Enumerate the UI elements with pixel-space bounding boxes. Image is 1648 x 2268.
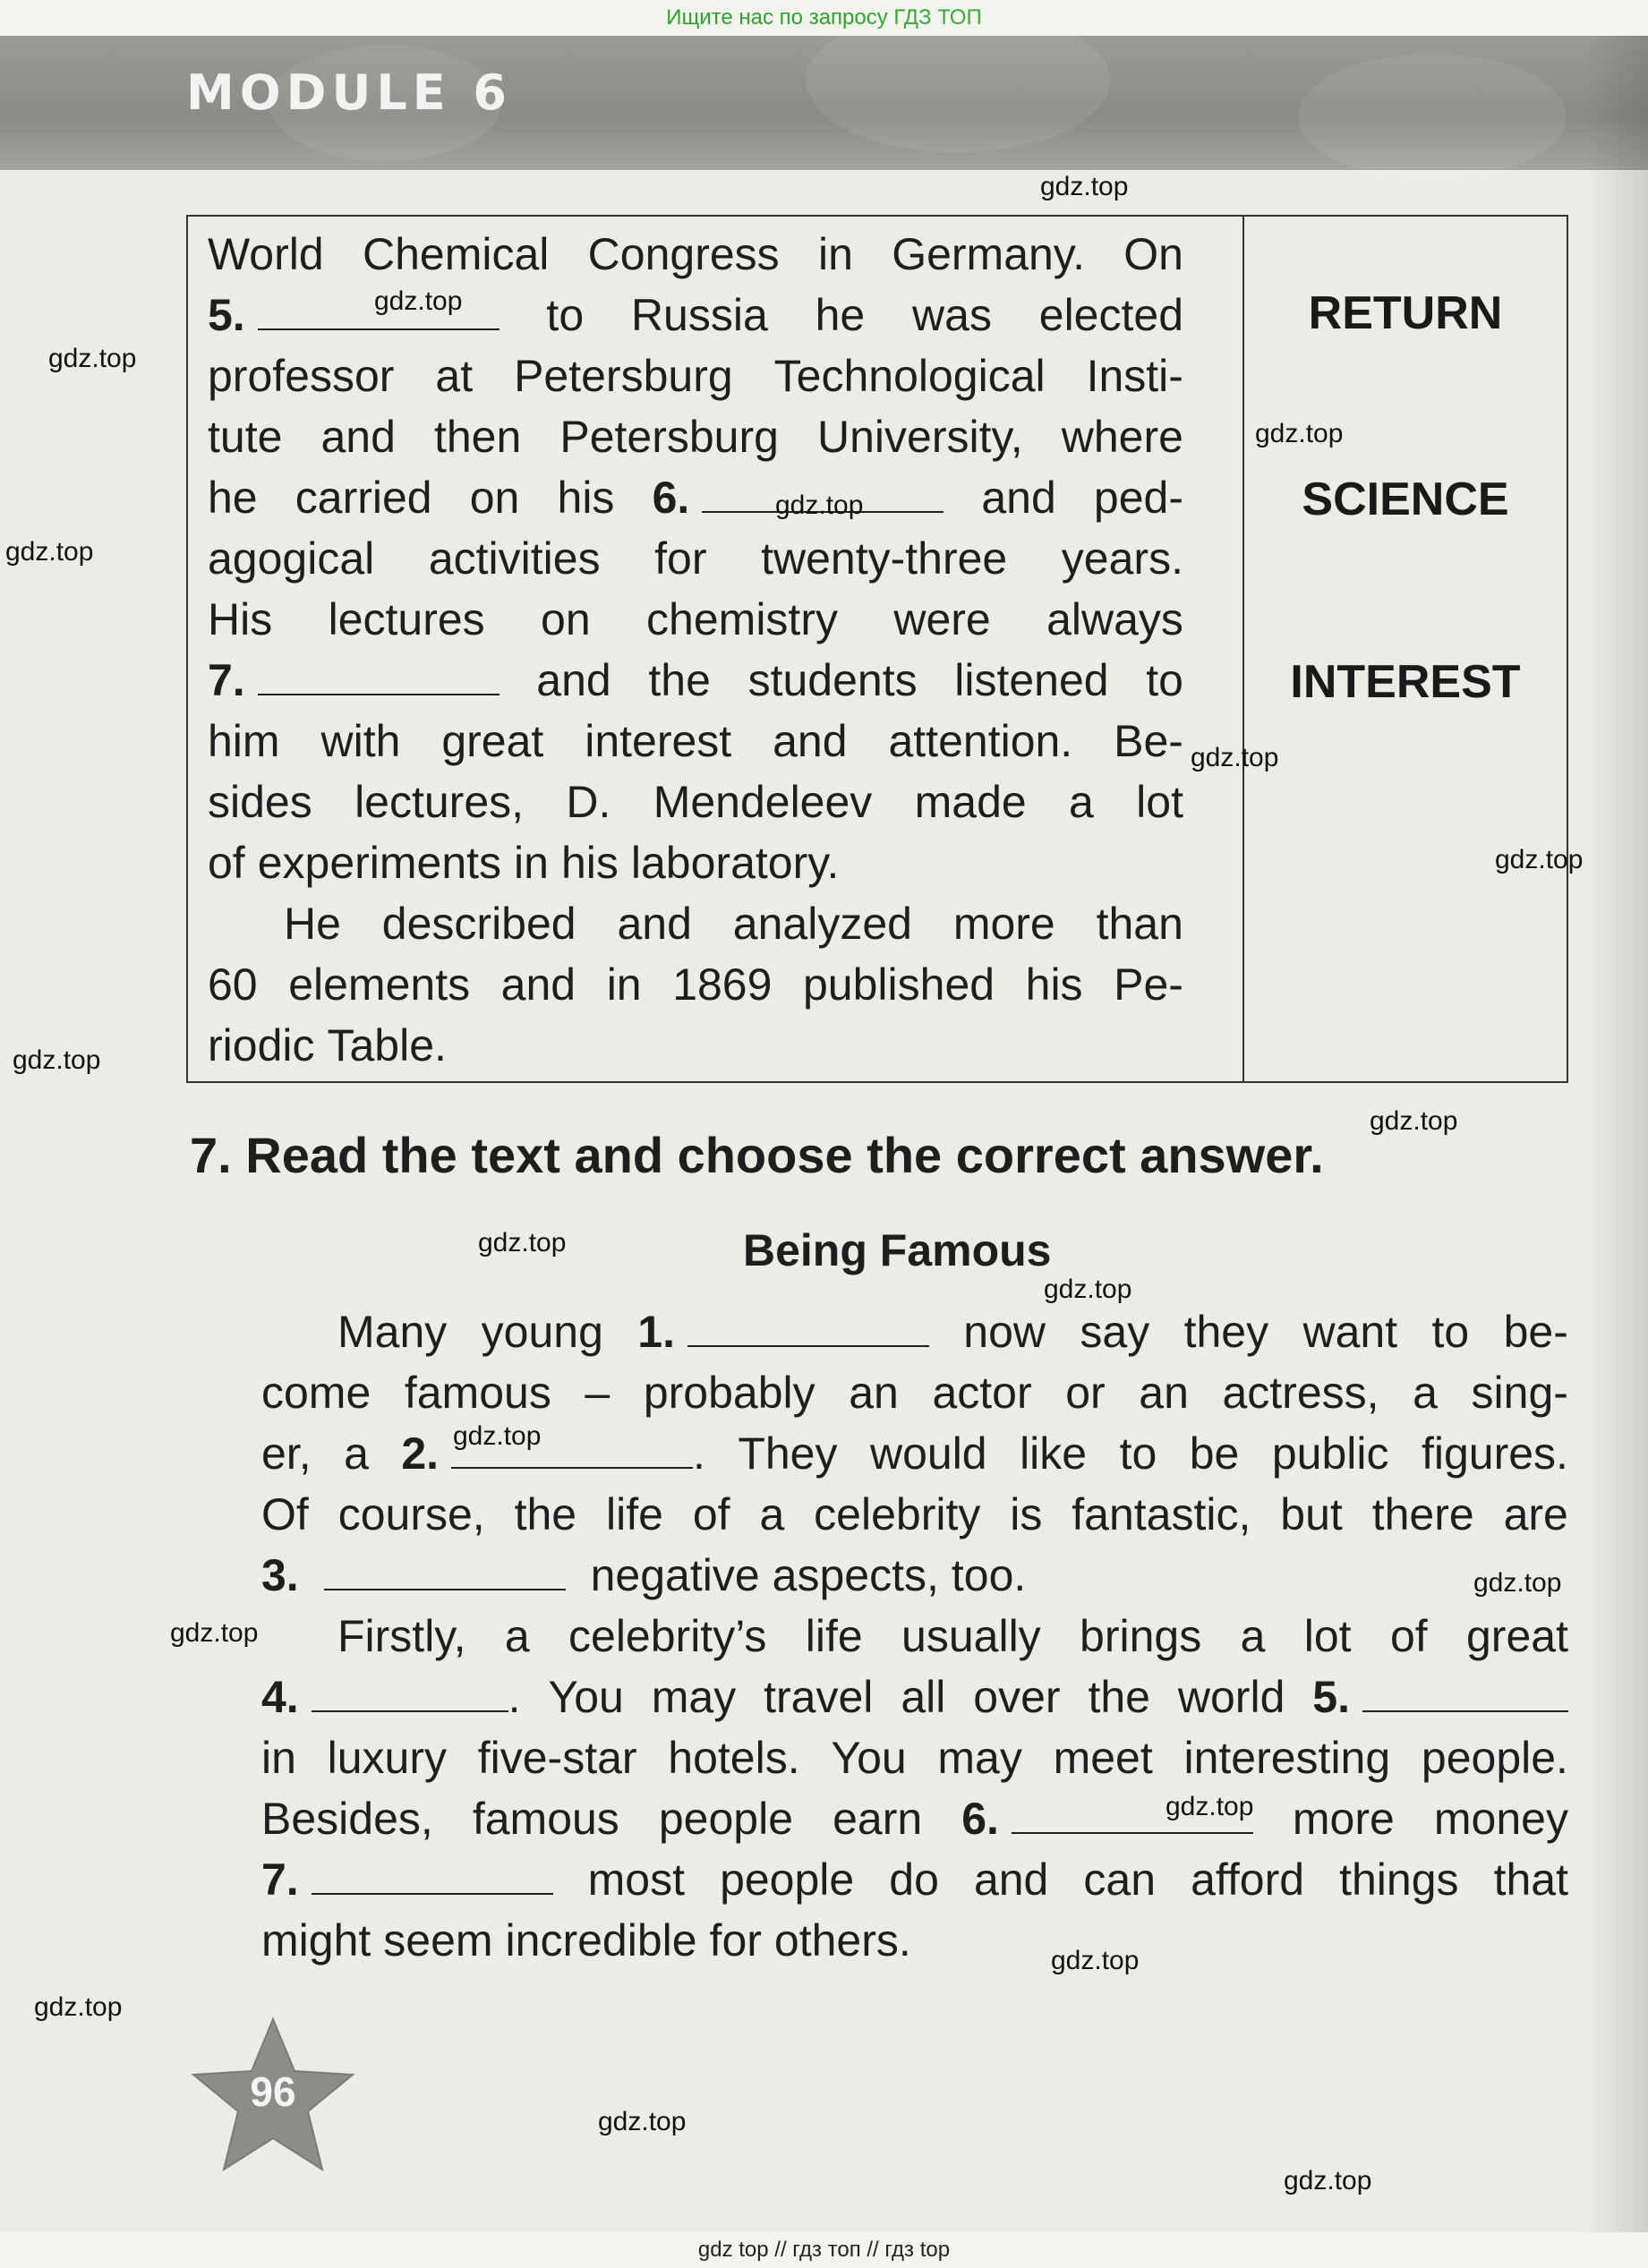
gap-item: [261, 1545, 578, 1606]
word: made: [914, 777, 1027, 827]
watermark[interactable]: gdz.top: [1473, 1568, 1562, 1598]
word: meet: [1053, 1733, 1153, 1783]
word: ped-: [1093, 473, 1183, 523]
word: an: [849, 1368, 899, 1418]
watermark[interactable]: gdz.top: [1255, 419, 1344, 448]
word: 60: [208, 959, 258, 1010]
word: at: [435, 351, 474, 401]
word: Of: [261, 1489, 309, 1539]
word: negative: [590, 1550, 760, 1600]
word: always: [1046, 594, 1183, 644]
word: course,: [337, 1489, 485, 1539]
word: in: [817, 229, 853, 279]
word: world: [1177, 1672, 1285, 1722]
punctuation: .: [692, 1428, 705, 1479]
word: public: [1271, 1428, 1389, 1479]
watermark[interactable]: gdz.top: [453, 1421, 542, 1451]
word: all: [901, 1672, 946, 1722]
text-line: [261, 1910, 1568, 1971]
word: incredible: [505, 1915, 697, 1965]
word: published: [803, 959, 995, 1010]
gap-number: 4.: [261, 1672, 299, 1722]
word: to: [1146, 655, 1183, 705]
header-texture: [1298, 54, 1567, 179]
table-column-divider: [1242, 215, 1244, 1083]
word: in: [261, 1733, 296, 1783]
answer-blank[interactable]: [1362, 1675, 1568, 1712]
watermark[interactable]: gdz.top: [1370, 1106, 1458, 1136]
word: an: [1139, 1368, 1189, 1418]
word: He: [284, 899, 341, 949]
word: too.: [951, 1550, 1027, 1600]
watermark[interactable]: gdz.top: [5, 537, 94, 567]
word: Chemical: [362, 229, 550, 279]
keyword-return: RETURN: [1308, 287, 1503, 339]
word: then: [433, 412, 522, 462]
word: is: [1010, 1489, 1043, 1539]
word: of: [692, 1489, 730, 1539]
gap-number: 5.: [1312, 1672, 1350, 1722]
word: University,: [817, 412, 1023, 462]
page-edge-shadow: [1585, 36, 1648, 2268]
word: might: [261, 1915, 371, 1965]
word: a: [504, 1611, 530, 1661]
word: agogical: [208, 533, 375, 584]
word: more: [952, 899, 1055, 949]
gap-number: 2.: [401, 1428, 440, 1479]
word: and: [320, 412, 396, 462]
word: great: [1466, 1611, 1568, 1661]
word: do: [889, 1854, 939, 1905]
text-line: [208, 345, 1183, 406]
text-line: [208, 589, 1183, 650]
word: students: [747, 655, 918, 705]
text-line: [208, 954, 1183, 1015]
word: analyzed: [732, 899, 912, 949]
word: his: [1025, 959, 1083, 1010]
word: over: [973, 1672, 1061, 1722]
word: a: [1413, 1368, 1438, 1418]
word: others.: [773, 1915, 911, 1965]
text-line: [208, 1015, 1183, 1076]
word: people.: [1421, 1733, 1568, 1783]
gap-item: [1312, 1667, 1568, 1727]
word: travel: [764, 1672, 874, 1722]
gap-number: 7.: [261, 1854, 299, 1905]
watermark[interactable]: gdz.top: [1040, 172, 1129, 201]
word: Technological: [773, 351, 1046, 401]
word: on: [541, 594, 591, 644]
word: his: [560, 838, 619, 888]
word: His: [208, 594, 273, 644]
word: described: [381, 899, 576, 949]
watermark[interactable]: gdz.top: [775, 490, 864, 520]
word: actor: [932, 1368, 1032, 1418]
word: may: [937, 1733, 1022, 1783]
word: figures.: [1421, 1428, 1568, 1479]
word: was: [912, 290, 992, 340]
word: he: [815, 290, 866, 340]
watermark[interactable]: gdz.top: [1495, 845, 1584, 874]
word: than: [1096, 899, 1183, 949]
word: to: [546, 290, 585, 340]
word: are: [1503, 1489, 1568, 1539]
word: lot: [1303, 1611, 1352, 1661]
word: for: [654, 533, 707, 584]
word: be-: [1503, 1307, 1568, 1357]
word: the: [514, 1489, 577, 1539]
text-line: [208, 406, 1183, 467]
text-line: [208, 772, 1183, 832]
module-title: MODULE 6: [186, 64, 512, 121]
page-number: 96: [250, 2068, 296, 2115]
word: they: [1183, 1307, 1269, 1357]
word: earn: [833, 1794, 923, 1844]
text-line: [208, 711, 1183, 772]
word: him: [208, 716, 280, 766]
word: things: [1339, 1854, 1459, 1905]
gap-item: [208, 650, 500, 711]
watermark[interactable]: gdz.top: [374, 286, 463, 316]
text-line: [261, 1667, 1568, 1727]
word: experiments: [257, 838, 502, 888]
word: his: [557, 473, 615, 523]
word: fantastic,: [1072, 1489, 1251, 1539]
gap-item: [401, 1423, 705, 1484]
word: professor: [208, 351, 395, 401]
text-line: [208, 650, 1183, 711]
word: a: [1240, 1611, 1266, 1661]
word: most: [587, 1854, 686, 1905]
exercise-text: [261, 1301, 1568, 1971]
word: great: [441, 716, 544, 766]
gap-number: 3.: [261, 1550, 299, 1600]
word: Table.: [327, 1020, 447, 1070]
answer-blank[interactable]: [258, 658, 500, 695]
word: more: [1292, 1794, 1395, 1844]
word: a: [1069, 777, 1094, 827]
word: lectures,: [354, 777, 525, 827]
text-title: Being Famous: [743, 1225, 1052, 1275]
watermark[interactable]: gdz.top: [478, 1228, 567, 1258]
text-line: [208, 528, 1183, 589]
word: lectures: [328, 594, 485, 644]
word: sing-: [1471, 1368, 1568, 1418]
watermark[interactable]: gdz.top: [1044, 1275, 1132, 1304]
gap-number: 7.: [208, 655, 245, 705]
word: aspects,: [772, 1550, 939, 1600]
word: Be-: [1114, 716, 1183, 766]
word: to: [1119, 1428, 1157, 1479]
word: a: [759, 1489, 785, 1539]
word: Pe-: [1114, 959, 1183, 1010]
watermark[interactable]: gdz.top: [598, 2107, 687, 2136]
word: and: [981, 473, 1056, 523]
gap-number: 5.: [208, 290, 245, 340]
keyword-interest: INTEREST: [1290, 656, 1521, 708]
word: interest: [585, 716, 732, 766]
word: would: [869, 1428, 987, 1479]
top-banner[interactable]: Ищите нас по запросу ГДЗ ТОП: [0, 0, 1648, 36]
word: now: [963, 1307, 1046, 1357]
word: years.: [1061, 533, 1183, 584]
word: tute: [208, 412, 283, 462]
word: Insti-: [1086, 351, 1183, 401]
text-line: [208, 832, 1183, 893]
answer-blank[interactable]: [312, 1857, 553, 1895]
watermark[interactable]: gdz.top: [34, 1992, 123, 2022]
watermark[interactable]: gdz.top: [48, 344, 137, 373]
page-number-star: [188, 2016, 358, 2177]
table-text: [208, 224, 1183, 1076]
word: listened: [954, 655, 1109, 705]
bottom-links[interactable]: gdz top // гдз топ // гдз top: [0, 2232, 1648, 2268]
text-line: [208, 224, 1183, 285]
word: for: [709, 1915, 762, 1965]
watermark[interactable]: gdz.top: [13, 1045, 101, 1075]
word: Germany.: [892, 229, 1085, 279]
text-line: [208, 285, 1183, 345]
word: twenty-three: [761, 533, 1008, 584]
word: chemistry: [646, 594, 838, 644]
answer-blank[interactable]: [687, 1309, 929, 1347]
watermark[interactable]: gdz.top: [1284, 2166, 1372, 2196]
punctuation: .: [508, 1672, 521, 1722]
word: You: [831, 1733, 907, 1783]
word: probably: [643, 1368, 815, 1418]
text-line: [208, 467, 1183, 528]
keyword-science: SCIENCE: [1302, 473, 1509, 525]
text-line: [261, 1545, 1568, 1606]
word: famous: [472, 1794, 619, 1844]
word: Russia: [630, 290, 768, 340]
text-line: [261, 1484, 1568, 1545]
word: there: [1371, 1489, 1474, 1539]
gap-item: [261, 1667, 521, 1727]
text-line: [261, 1362, 1568, 1423]
word: money: [1433, 1794, 1568, 1844]
text-line: [261, 1788, 1568, 1849]
word: 1869: [672, 959, 773, 1010]
word: elements: [288, 959, 471, 1010]
gap-number: 6.: [961, 1794, 999, 1844]
word: attention.: [888, 716, 1073, 766]
word: he: [208, 473, 258, 523]
word: the: [1088, 1672, 1150, 1722]
word: laboratory.: [630, 838, 840, 888]
word: say: [1080, 1307, 1150, 1357]
word: and: [773, 716, 848, 766]
word: celebrity: [814, 1489, 981, 1539]
word: and: [500, 959, 576, 1010]
word: carried: [295, 473, 432, 523]
word: Many: [337, 1307, 448, 1357]
word: in: [606, 959, 642, 1010]
word: –: [585, 1368, 611, 1418]
word: afford: [1191, 1854, 1305, 1905]
word: usually: [901, 1611, 1041, 1661]
word: interesting: [1183, 1733, 1391, 1783]
word: sides: [208, 777, 312, 827]
word: be: [1189, 1428, 1240, 1479]
word: and: [973, 1854, 1049, 1905]
word: Firstly,: [337, 1611, 466, 1661]
word: may: [651, 1672, 737, 1722]
word: seem: [383, 1915, 493, 1965]
word: and: [536, 655, 611, 705]
word: were: [893, 594, 991, 644]
watermark[interactable]: gdz.top: [170, 1618, 259, 1648]
text-line: [208, 893, 1183, 954]
word: lot: [1136, 777, 1183, 827]
word: or: [1065, 1368, 1106, 1418]
word: D.: [566, 777, 611, 827]
watermark[interactable]: gdz.top: [1166, 1792, 1254, 1821]
text-line: [261, 1849, 1568, 1910]
word: They: [738, 1428, 838, 1479]
header-texture: [806, 9, 1110, 152]
gap-number: 1.: [637, 1307, 675, 1357]
word: actress,: [1222, 1368, 1379, 1418]
text-line: [261, 1727, 1568, 1788]
word: that: [1493, 1854, 1568, 1905]
watermark[interactable]: gdz.top: [1191, 743, 1279, 772]
answer-blank[interactable]: [324, 1553, 566, 1590]
word: luxury: [327, 1733, 448, 1783]
word: celebrity’s: [568, 1611, 767, 1661]
word: on: [469, 473, 520, 523]
task-heading: 7. Read the text and choose the correct answer.: [190, 1127, 1324, 1183]
answer-blank[interactable]: [312, 1675, 508, 1712]
word: a: [344, 1428, 369, 1479]
word: riodic: [208, 1020, 315, 1070]
word: of: [1389, 1611, 1428, 1661]
word: World: [208, 229, 324, 279]
word: On: [1123, 229, 1183, 279]
word: want: [1302, 1307, 1398, 1357]
word: can: [1083, 1854, 1157, 1905]
word: Petersburg: [559, 412, 779, 462]
gap-item: [261, 1849, 553, 1910]
word: five-star: [477, 1733, 637, 1783]
word: hotels.: [668, 1733, 800, 1783]
word: to: [1431, 1307, 1470, 1357]
word: of: [208, 838, 245, 888]
word: but: [1280, 1489, 1343, 1539]
word: the: [648, 655, 711, 705]
gap-item: [637, 1301, 929, 1362]
word: like: [1020, 1428, 1088, 1479]
text-line: [261, 1301, 1568, 1362]
word: Congress: [587, 229, 780, 279]
word: brings: [1080, 1611, 1202, 1661]
word: life: [805, 1611, 863, 1661]
word: where: [1061, 412, 1183, 462]
word: people: [720, 1854, 855, 1905]
word: elected: [1038, 290, 1183, 340]
word: activities: [428, 533, 601, 584]
word: with: [320, 716, 401, 766]
word: Besides,: [261, 1794, 433, 1844]
word: Mendeleev: [653, 777, 873, 827]
word: You: [548, 1672, 624, 1722]
word: Petersburg: [514, 351, 733, 401]
word: and: [617, 899, 692, 949]
word: come: [261, 1368, 371, 1418]
word: young: [481, 1307, 603, 1357]
word: in: [514, 838, 549, 888]
word: people: [658, 1794, 794, 1844]
watermark[interactable]: gdz.top: [1051, 1946, 1140, 1975]
word: er,: [261, 1428, 312, 1479]
word: life: [606, 1489, 663, 1539]
word: famous: [404, 1368, 551, 1418]
text-line: [261, 1606, 1568, 1667]
gap-number: 6.: [652, 473, 690, 523]
